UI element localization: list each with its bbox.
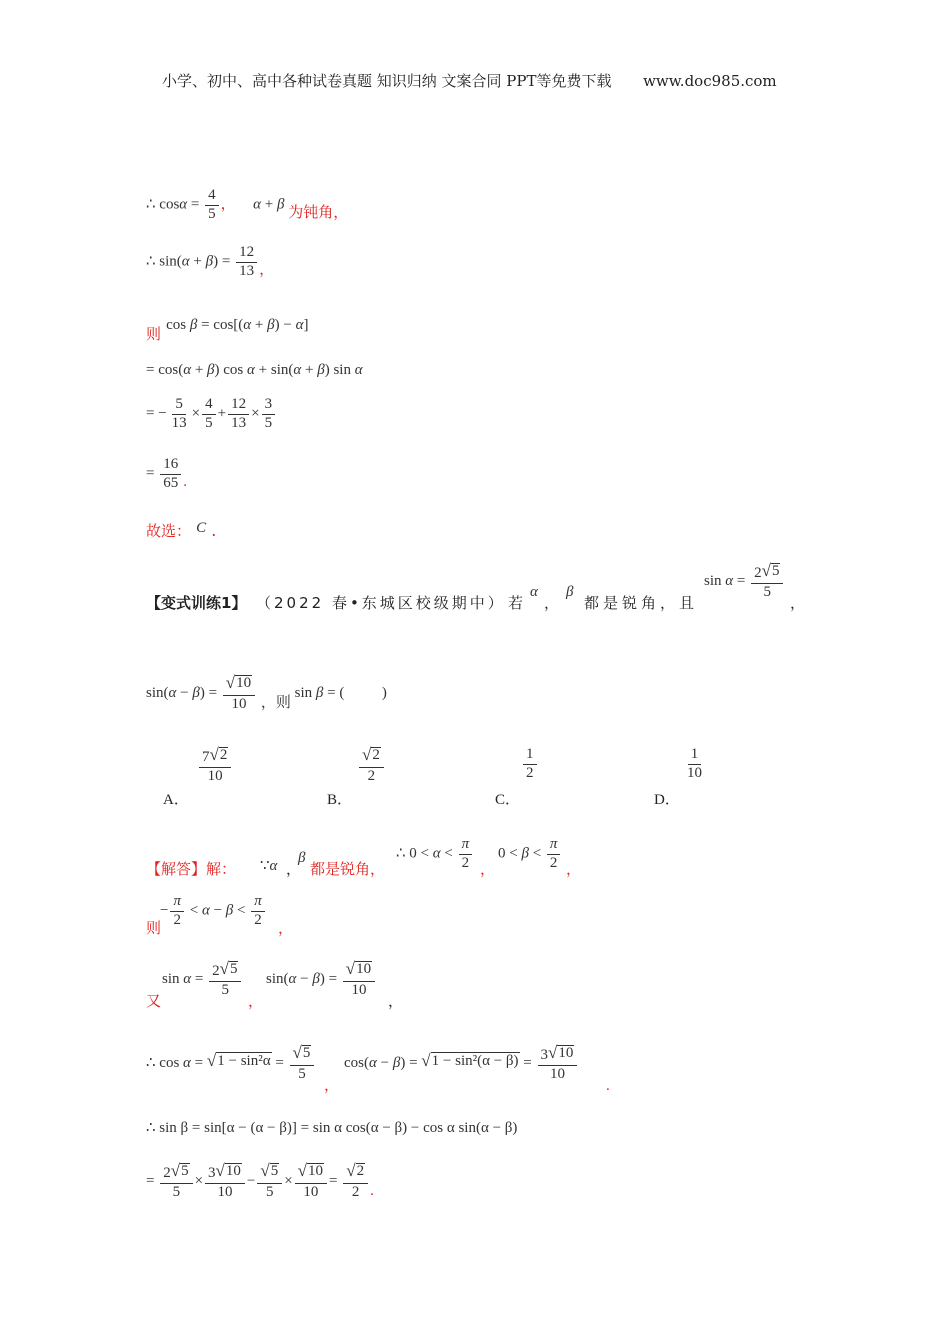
range-beta: 0 < β < $\frac{\pi}{2}$ xyxy=(498,836,562,873)
option-c-label: C． xyxy=(495,792,521,808)
line-choice: 故选： C . xyxy=(146,520,217,540)
line-sin-sum: ∴ sin(α + β) = $\frac{12}{13}$ ， xyxy=(146,244,275,279)
line-result: = $\frac{16}{65}$ . xyxy=(146,456,187,491)
ask-expr: sin β = ( ) xyxy=(294,685,387,702)
line-expand: = cos(α + β) cos α + sin(α + β) sin α xyxy=(146,362,363,378)
fraction-4-5: $\frac{4}{5}$ xyxy=(205,187,219,224)
choice-label: 故选： xyxy=(146,522,192,540)
answer-acute: 都是锐角， xyxy=(310,860,386,878)
fraction-12-13: $\frac{12}{13}$ xyxy=(236,244,257,281)
option-a-label: A． xyxy=(163,792,189,808)
problem-tag: 【变式训练1】 xyxy=(146,594,247,612)
header-url: www.doc985.com xyxy=(643,72,777,90)
problem-source: （2022 春•东城区校级期中） xyxy=(256,594,506,612)
again-label: 又 xyxy=(146,992,162,1010)
line-substitute: = − $\frac{5}{13}$ × $\frac{4}{5}$ + $\frac{12}{13}$ × $\frac{3}{5}$ xyxy=(146,396,277,433)
problem-stem-line2: sin(α − β) = √ 10 10 ，则 sin β = ( ) xyxy=(146,673,387,712)
option-b-label: B． xyxy=(327,792,353,808)
answer-range-diff: 则 − $\frac{\pi}{2}$ < α − β < $\frac{\pi}{2}$ ， xyxy=(146,893,294,937)
then-label-1: 则 xyxy=(146,325,162,343)
stem-if: 若 xyxy=(508,594,524,612)
answer-final: = 2 √ 5 5 × 3 √ 10 10 − √ 5 5 × √ 10 10 = √ 2 2 . xyxy=(146,1161,374,1200)
answer-given: 又 sin α = 2 √ 5 5 ， sin(α − β) = √ 10 10 ， xyxy=(146,959,404,1010)
range-alpha: ∴ 0 < α < $\frac{\pi}{2}$ xyxy=(396,836,474,873)
given-sin-alpha: sin α = 2 √ 5 5 xyxy=(704,562,785,602)
header-text: 小学、初中、高中各种试卷真题 知识归纳 文案合同 PPT等免费下载 xyxy=(162,72,612,90)
answer-cos-values: ∴ cos α = √ 1 − sin²α = √ 5 5 ， cos(α − β) = √ 1 − sin²(α − β) = 3 √ 10 10 . xyxy=(146,1043,610,1094)
choice-value: C xyxy=(196,520,207,536)
stem-acute: 都是锐角，且 xyxy=(584,594,699,612)
option-d-label: D． xyxy=(654,792,680,808)
answer-line1: 【解答】解： ∵α ， β 都是锐角， ∴ 0 < α < $\frac{\pi}{2}$ ， 0 < β < $\frac{\pi}{2}$ ， xyxy=(146,836,582,878)
cos-beta-expr: cos β = cos[(α + β) − α] xyxy=(166,317,309,333)
then-label-2: 则 xyxy=(146,919,162,937)
given-sin-diff: √ 10 10 xyxy=(223,674,255,714)
line-cos-beta xyxy=(146,313,309,343)
obtuse-text: 为钝角， xyxy=(288,202,349,221)
answer-tag: 【解答】解： xyxy=(146,860,237,878)
page-header xyxy=(162,70,777,91)
line-cos-alpha: ∴ cosα = $\frac{4}{5}$ ， α + β 为钝角， xyxy=(146,187,349,222)
fraction-16-65: $\frac{16}{65}$ xyxy=(160,456,181,493)
answer-sin-beta: ∴ sin β = sin[α − (α − β)] = sin α cos(α − β) − cos α sin(α − β) xyxy=(146,1120,518,1136)
